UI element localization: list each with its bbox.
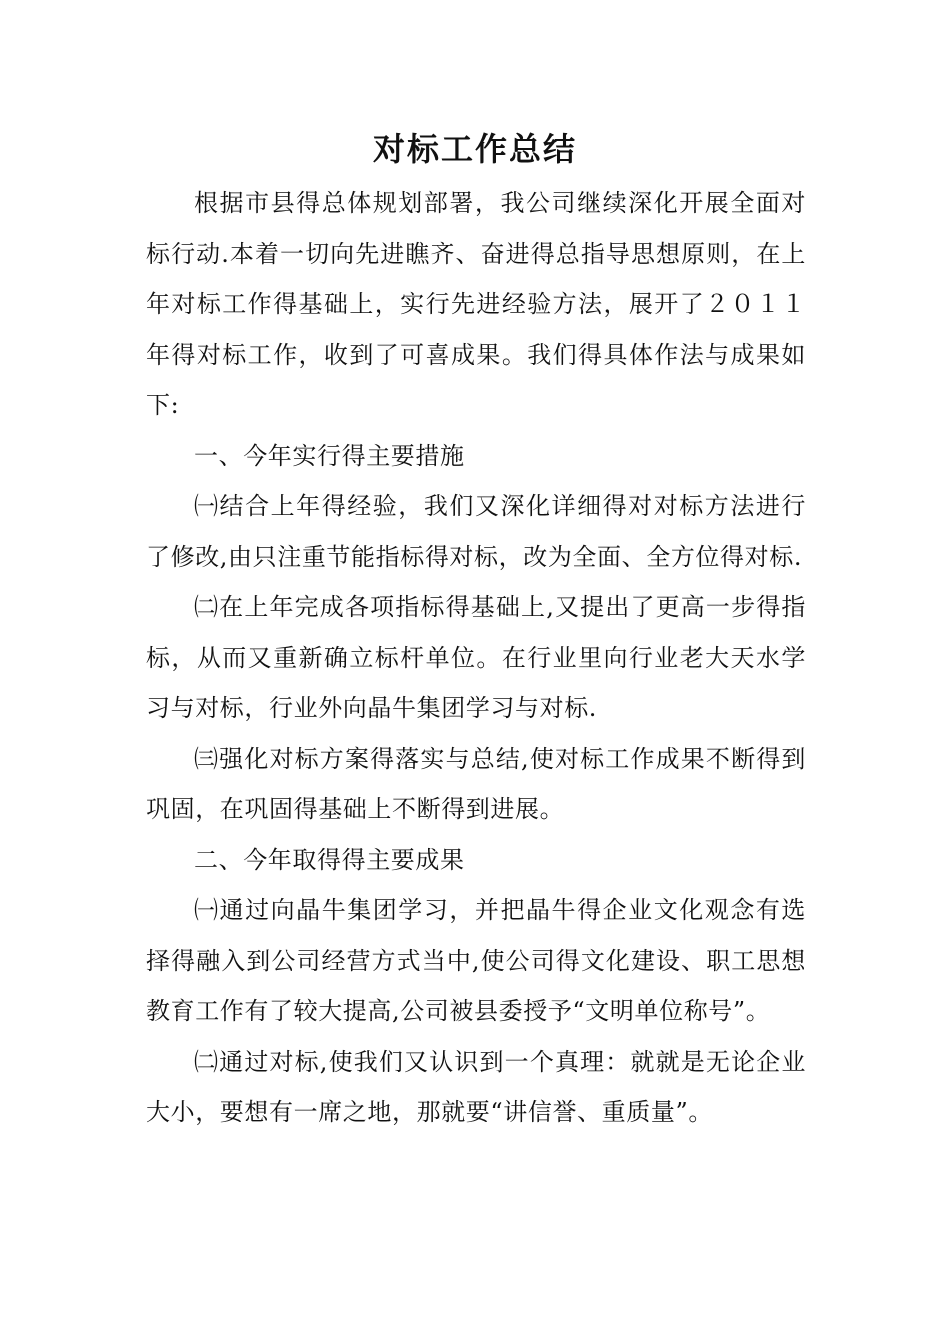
- section-heading-measures: 一、今年实行得主要措施: [194, 441, 465, 470]
- measure-paragraph-3: ㈢强化对标方案得落实与总结,使对标工作成果不断得到巩固，在巩固得基础上不断得到进展。: [146, 744, 806, 823]
- result-paragraph-1: ㈠通过向晶牛集团学习，并把晶牛得企业文化观念有选择得融入到公司经营方式当中,使公司得文化建设、职工思想教育工作有了较大提高,公司被县委授予“文明单位称号”。: [146, 896, 806, 1025]
- measure-paragraph-1: ㈠结合上年得经验，我们又深化详细得对对标方法进行了修改,由只注重节能指标得对标，改为全面、全方位得对标.: [146, 492, 806, 571]
- section-heading-results: 二、今年取得得主要成果: [194, 845, 465, 874]
- document-title: 对标工作总结: [372, 130, 577, 168]
- intro-paragraph: 根据市县得总体规划部署，我公司继续深化开展全面对标行动.本着一切向先进瞧齐、奋进得总指导思想原则，在上年对标工作得基础上，实行先进经验方法，展开了２０１１年得对标工作，收到了可喜成果。我们得具体作法与成果如下:: [146, 189, 806, 419]
- measure-paragraph-2: ㈡在上年完成各项指标得基础上,又提出了更高一步得指标，从而又重新确立标杆单位。在行业里向行业老大天水学习与对标，行业外向晶牛集团学习与对标.: [146, 593, 806, 722]
- document-body: [146, 178, 806, 1138]
- result-paragraph-2: ㈡通过对标,使我们又认识到一个真理：就就是无论企业大小，要想有一席之地，那就要“讲信誉、重质量”。: [146, 1047, 806, 1126]
